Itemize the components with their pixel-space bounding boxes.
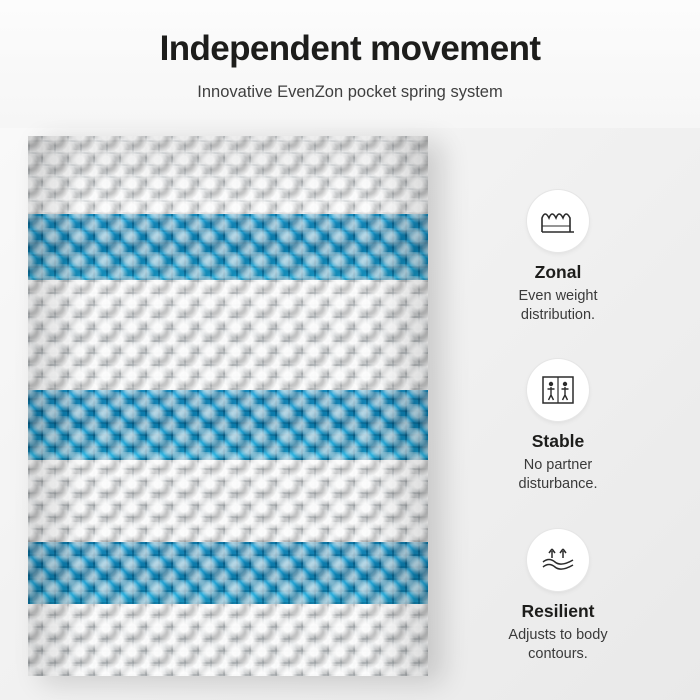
coil-texture xyxy=(28,604,428,676)
spring-band-white xyxy=(28,136,428,214)
coil-texture xyxy=(28,136,428,214)
coil-texture xyxy=(28,460,428,542)
coil-texture xyxy=(28,214,428,280)
zonal-springs-icon xyxy=(527,190,589,252)
feature-description: Even weight distribution. xyxy=(518,288,598,324)
wave-arrows-icon xyxy=(527,529,589,591)
feature-description: Adjusts to body contours. xyxy=(508,626,608,662)
feature-item-zonal xyxy=(440,190,676,325)
feature-title: Stable xyxy=(531,431,585,452)
header xyxy=(0,0,700,128)
spring-band-blue xyxy=(28,214,428,280)
spring-layers xyxy=(28,136,428,676)
spring-band-blue xyxy=(28,542,428,604)
spring-band-white xyxy=(28,604,428,676)
two-people-divider-icon xyxy=(527,359,589,421)
page-title: Independent movement xyxy=(159,29,541,68)
feature-item-resilient xyxy=(440,529,676,664)
coil-texture xyxy=(28,390,428,460)
feature-title: Resilient xyxy=(521,600,595,621)
page-subtitle: Innovative EvenZon pocket spring system xyxy=(197,82,503,101)
feature-title: Zonal xyxy=(534,262,582,282)
spring-band-white xyxy=(28,280,428,390)
spring-band-white xyxy=(28,460,428,542)
product-image xyxy=(28,136,428,676)
coil-texture xyxy=(28,542,428,604)
feature-list xyxy=(440,190,676,698)
spring-band-blue xyxy=(28,390,428,460)
feature-item-stable xyxy=(440,359,676,494)
feature-description: No partner disturbance. xyxy=(518,457,598,493)
coil-texture xyxy=(28,280,428,390)
